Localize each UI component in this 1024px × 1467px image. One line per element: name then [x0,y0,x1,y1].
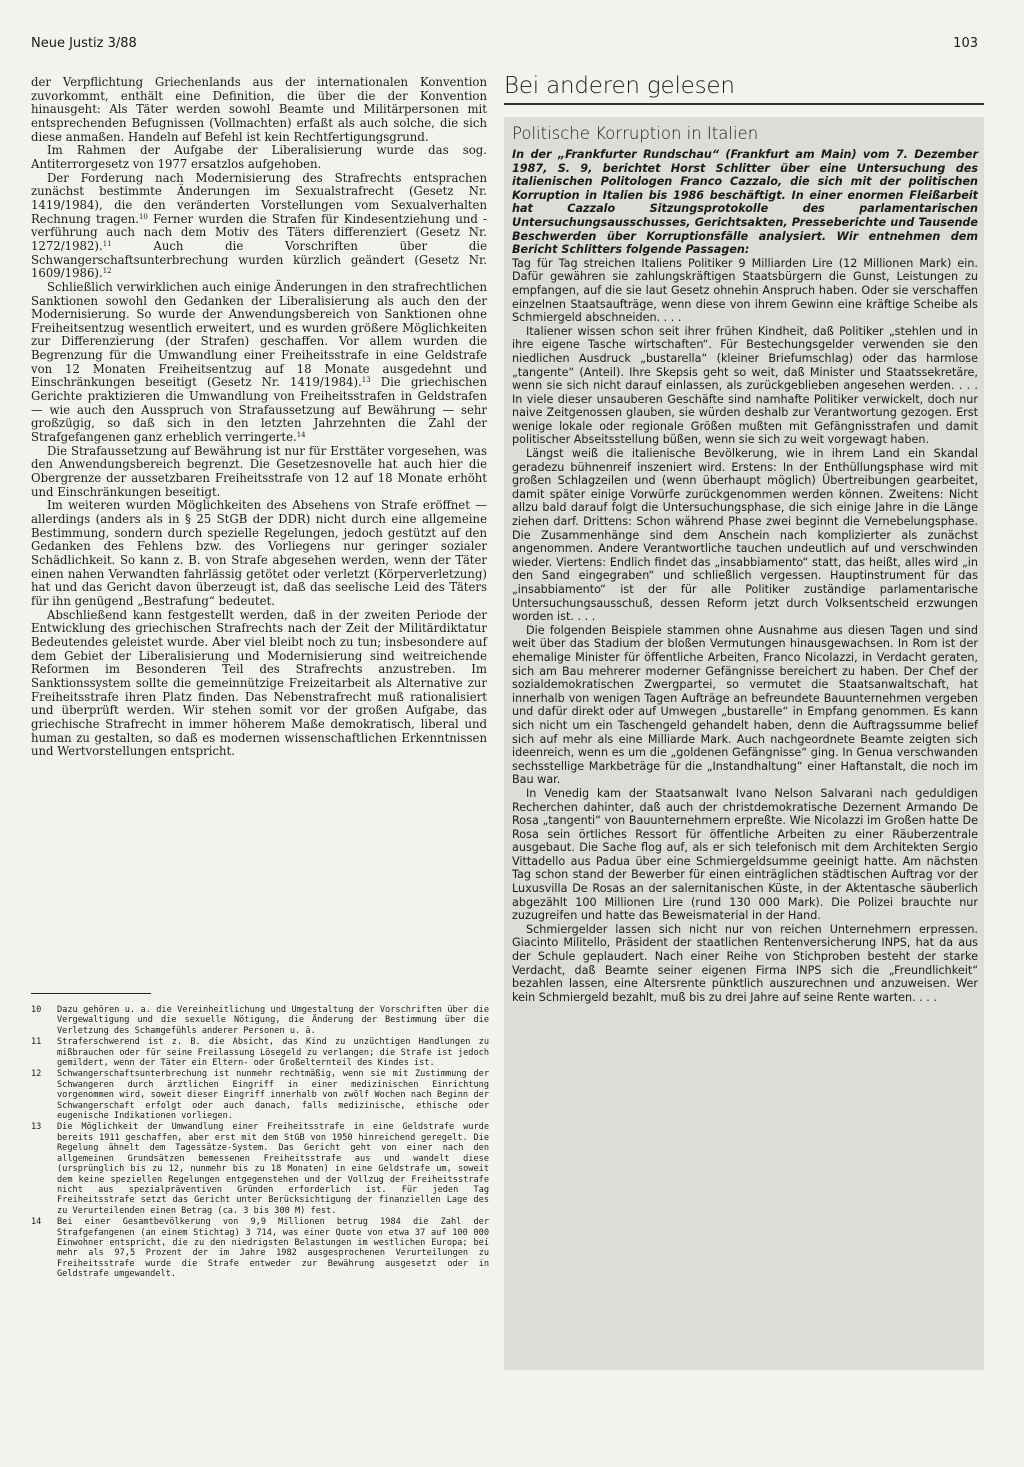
footnote-ref: 11 [102,239,112,248]
footnote-divider [31,993,151,994]
page-number: 103 [953,36,978,51]
footnote-ref: 14 [296,431,306,440]
paragraph: Im Rahmen der Aufgabe der Liberalisierung wurde das sog. Antiterrorgesetz von 1977 ersatzlos aufgehoben. [31,143,487,171]
right-column [504,73,984,1370]
paragraph: Längst weiß die italienische Bevölkerung, wie in ihrem Land ein Skandal geradezu bühnenreif inszeniert wird. Erstens: In der Enthüllungsphase wird mit großen Schlagzeilen und (wenn überhaupt möglich) Übertreibungen gearbeitet, damit später einige Vorwürfe zurückgenommen werden können. Zweitens: Nicht allzu bald darauf folgt die Untersuchungsphase, die sich einige Jahre in die Länge ziehen darf. Drittens: Schon während Phase zwei beginnt die Vernebelungsphase. Die Zusammenhänge sind dem Anschein nach komplizierter als zunächst angenommen. Andere Verantwortliche tauchen undeutlich auf und verschwinden wieder. Viertens: Endlich findet das „insabbiamento“ statt, das heißt, alles wird „in den Sand eingegraben“ und schließlich vergessen. Hauptinstrument für das „insabbiamento“ ist der für alle Politiker zuständige parlamentarische Untersuchungsausschuß, dessen Reform jetzt durch Volksentscheid erzwungen worden ist. . . . [512,447,978,624]
article-body [512,148,978,1004]
page-header [31,36,978,54]
footnote: 13 Die Möglichkeit der Umwandlung einer Freiheitsstrafe in eine Geldstrafe wurde bereits 1911 geschaffen, aber erst mit dem StGB von 1950 hinreichend geregelt. Die Regelung ähnelt dem Tagessätze-System. Das Gericht geht von einer nach den allgemeinen Grundsätzen bemessenen Freiheitsstrafe aus und wandelt diese (ursprünglich bis zu 12, nunmehr bis zu 18 Monaten) in eine Geldstrafe um, soweit dem keine speziellen Regelungen entgegenstehen und der Vollzug der Freiheitsstrafe nicht aus spezialpräventiven Gründen erforderlich ist. Für jeden Tag Freiheitsstrafe setzt das Gericht unter Berücksichtigung der finanziellen Lage des zu Verurteilenden einen Betrag (ca. 3 bis 300 M) fest. [31,1122,489,1216]
paragraph: Schmiergelder lassen sich nicht nur von reichen Unternehmern erpressen. Giacinto Militello, Präsident der staatlichen Rentenversicherung INPS, hat da aus der Schule geplaudert. Nach einer Reihe von Stichproben besteht der starke Verdacht, daß Beamte seiner eigenen Firma INPS sich die „Freundlichkeit“ bezahlen lassen, eine Altersrente pünktlich auszurechnen und anzuweisen. Wer kein Schmiergeld bezahlt, muß bis zu drei Jahre auf seine Rente warten. . . . [512,922,978,1004]
footnote: 11 Straferschwerend ist z. B. die Absicht, das Kind zu unzüchtigen Handlungen zu mißbrauchen oder für seine Freilassung Lösegeld zu verlangen; die Strafe ist jedoch gemildert, wenn der Täter ein Eltern- oder Großelternteil des Kindes ist. [31,1037,489,1069]
paragraph: der Verpflichtung Griechenlands aus der internationalen Konvention zuvorkommt, enthält eine Definition, die über die der Konvention hinausgeht: Als Täter werden sowohl Beamte und Militärpersonen mit entsprechenden Befugnissen (Vollmachten) erfaßt als auch solche, die sich diese anmaßen. Handeln auf Befehl ist kein Rechtfertigungsgrund. [31,75,487,144]
article-box [504,117,984,1370]
footnote: 10 Dazu gehören u. a. die Vereinheitlichung und Umgestaltung der Vorschriften über die Vergewaltigung und die sexuelle Nötigung, die Änderung der Bestimmung über die Verletzung des Schamgefühls anderer Personen u. ä. [31,1005,489,1036]
paragraph: Abschließend kann festgestellt werden, daß in der zweiten Periode der Entwicklung des griechischen Strafrechts nach der Zeit der Militärdiktatur Bedeutendes geleistet wurde. Aber viel bleibt noch zu tun; insbesondere auf dem Gebiet der Liberalisierung und Modernisierung sind weitreichende Reformen im Besonderen Teil des Strafrechts anzustreben. Im Sanktionssystem sollte die gemeinnützige Freizeitarbeit als Alternative zur Freiheitsstrafe ihren Platz finden. Das Nebenstrafrecht muß rationalisiert und überprüft werden. Wir stehen somit vor der großen Aufgabe, das griechische Strafrecht in immer höherem Maße demokratisch, liberal und human zu gestalten, so daß es modernen wissenschaftlichen Erkenntnissen und Wertvorstellungen entspricht. [31,607,487,759]
paragraph: Die Strafaussetzung auf Bewährung ist nur für Ersttäter vorgesehen, was den Anwendungsbereich begrenzt. Die Gesetzesnovelle hat auch hier die Obergrenze der aussetzbaren Freiheitsstrafe von 12 auf 18 Monate erhöht und Einschränkungen beseitigt. [31,443,487,499]
journal-title: Neue Justiz 3/88 [31,36,137,51]
paragraph: Italiener wissen schon seit ihrer frühen Kindheit, daß Politiker „stehlen und in ihre eigene Tasche wirtschaften“. Für Bestechungsgelder verwenden sie den niedlichen Ausdruck „bustarella“ (kleiner Briefumschlag) oder das harmlose „tangente“ (Anteil). Ihre Skepsis geht so weit, daß Minister und Staatssekretäre, wenn sie sich nicht darauf einlassen, als zurückgeblieben angesehen werden. . . . In viele dieser unsauberen Geschäfte sind namhafte Politiker verwickelt, doch nur naive Zeitgenossen glauben, sie würden deshalb zur Verantwortung gezogen. Erst wenige lokale oder regionale Größen mußten mit Gefängnisstrafen und damit politischer Abseitsstellung büßen, wenn sie sich zu weit vorgewagt haben. [512,324,978,447]
footnotes [31,1005,489,1281]
paragraph: In Venedig kam der Staatsanwalt Ivano Nelson Salvarani nach geduldigen Recherchen dahinter, daß auch der christdemokratische Dezernent Armando De Rosa „tangenti“ von Bauunternehmern erpreßte. Wie Nicolazzi im Großen hatte De Rosa sein örtliches Ressort für öffentliche Arbeiten zu einer Räuberzentrale ausgebaut. Die Sache flog auf, als er sich telefonisch mit dem Architekten Sergio Vittadello aus Padua über eine Schmiergeldsumme geeinigt hatte. Am nächsten Tag schon stand der Bewerber für einen einträglichen städtischen Auftrag vor der Luxusvilla De Rosas an der salernitanischen Küste, in der Aktentasche säuberlich abgezählt 100 Millionen Lire (rund 130 000 Mark). Die Polizei brauchte nur zuzugreifen und hatte das Beweismaterial in der Hand. [512,786,978,923]
footnote-ref: 12 [102,267,112,276]
article-lead: In der „Frankfurter Rundschau“ (Frankfurt am Main) vom 7. Dezember 1987, S. 9, berichtet Horst Schlitter über eine Untersuchung des italienischen Politologen Franco Cazzalo, die sich mit der politischen Korruption in Italien bis 1986 beschäftigt. In einer enormen Fleißarbeit hat Cazzalo Sitzungsprotokolle des parlamentarischen Untersuchungsausschusses, Gerichtsakten, Presseberichte und Tausende Beschwerden über Korruptionsfälle analysiert. Wir entnehmen dem Bericht Schlitters folgende Passagen: [512,148,978,257]
article-title: Politische Korruption in Italien [512,124,759,143]
footnote: 12 Schwangerschaftsunterbrechung ist nunmehr rechtmäßig, wenn sie mit Zustimmung der Schwangeren durch ärztlichen Eingriff in einer medizinischen Einrichtung vorgenommen wird, soweit dieser Eingriff innerhalb von zwölf Wochen nach Beginn der Schwangerschaft erfolgt oder auch danach, falls medizinische, ethische oder eugenische Indikationen vorliegen. [31,1069,489,1122]
paragraph: Tag für Tag streichen Italiens Politiker 9 Milliarden Lire (12 Millionen Mark) ein. Dafür gewähren sie zahlungskräftigen Staatsbürgern die Gunst, Leistungen zu empfangen, auf die sie laut Gesetz ohnehin Anspruch haben. Oder sie verschaffen einzelnen Staatsaufträge, wenn diese von ihrem Gewinn eine kräftige Scheibe als Schmiergeld abschneiden. . . . [512,256,978,325]
paragraph: Im weiteren wurden Möglichkeiten des Absehens von Strafe eröffnet — allerdings (anders als in § 25 StGB der DDR) nicht durch eine allgemeine Bestimmung, sondern durch spezielle Regelungen, jedoch gestützt auf den Gedanken des Fehlens bzw. des Vorliegens nur geringer sozialer Schädlichkeit. So kann z. B. von Strafe abgesehen werden, wenn der Täter einen nahen Verwandten fahrlässig getötet oder verletzt (Körperverletzung) hat und das Gericht davon überzeugt ist, daß das seelische Leid des Täters für ihn genügend „Bestrafung“ bedeutet. [31,498,487,608]
footnote: 14 Bei einer Gesamtbevölkerung von 9,9 Millionen betrug 1984 die Zahl der Strafgefangenen (an einem Stichtag) 3 714, was einer Quote von etwa 37 auf 100 000 Einwohner entspricht, die zu den niedrigsten Belastungen im westlichen Europa; bei mehr als 97,5 Prozent der im Jahre 1982 ausgesprochenen Verurteilungen zu Freiheitsstrafe wurde die Strafe entweder zur Bewährung ausgesetzt oder in Geldstrafe umgewandelt. [31,1217,489,1280]
footnote-ref: 10 [138,212,148,221]
paragraph: Die folgenden Beispiele stammen ohne Ausnahme aus diesen Tagen und sind weit über das Stadium der bloßen Vermutungen hinausgewachsen. In Rom ist der ehemalige Minister für öffentliche Arbeiten, Franco Nicolazzi, in Verdacht geraten, sich am Bau mehrerer moderner Gefängnisse bereichert zu haben. Der Chef der sozialdemokratischen Zwergpartei, so vermutet die Staatsanwaltschaft, hat innerhalb von wenigen Tagen Aufträge an befreundete Bauunternehmen vergeben und dafür direkt oder auf Umwegen „bustarelle“ in Empfang genommen. Es kann sich nicht um ein Taschengeld gehandelt haben, denn die Auftragssumme belief sich auf mehr als eine Milliarde Mark. Auch nachgeordnete Beamte zeigten sich ideenreich, wenn es um die „goldenen Gefängnisse“ ging. In Genua verschwanden sechsstellige Markbeträge für die „Instandhaltung“ einer Haftanstalt, die noch im Bau war. [512,623,978,787]
footnote-ref: 13 [361,376,371,385]
left-column [31,76,487,759]
section-title: Bei anderen gelesen [504,73,984,105]
paragraph: Schließlich verwirklichen auch einige Änderungen in den strafrechtlichen Sanktionen sowohl den Gedanken der Liberalisierung als auch den der Modernisierung. So wurde der Anwendungsbereich von Sanktionen ohne Freiheitsentzug wesentlich erweitert, und es wurden größere Möglichkeiten zur Differenzierung (der Strafen) geschaffen. Vor allem wurden die Begrenzung für die Umwandlung einer Freiheitsstrafe in eine Geldstrafe von 12 Monaten Freiheitsentzug auf 18 Monate ausgedehnt und Einschränkungen beseitigt (Gesetz Nr. 1419/1984).$^{13}$ Die griechischen Gerichte praktizieren die Umwandlung von Freiheitsstrafen in Geldstrafen — wie auch den Ausspruch von Strafaussetzung auf Bewährung — sehr großzügig, so daß sich in den letzten Jahrzehnten die Zahl der Strafgefangenen ganz erheblich verringerte.$^{14}$ [31,279,488,445]
paragraph: Der Forderung nach Modernisierung des Strafrechts entsprachen zunächst bestimmte Änderungen im Sexualstrafrecht (Gesetz Nr. 1419/1984), die den veränderten Vorstellungen vom Sexualverhalten Rechnung tragen.$^{10}$ Ferner wurden die Strafen für Kindesentziehung und -verführung auch nach dem Motiv des Täters differenziert (Gesetz Nr. 1272/1982).$^{11}$ Auch die Vorschriften über die Schwangerschaftsunterbrechung wurden kürzlich geändert (Gesetz Nr. 1609/1986).$^{12}$ [31,170,487,281]
